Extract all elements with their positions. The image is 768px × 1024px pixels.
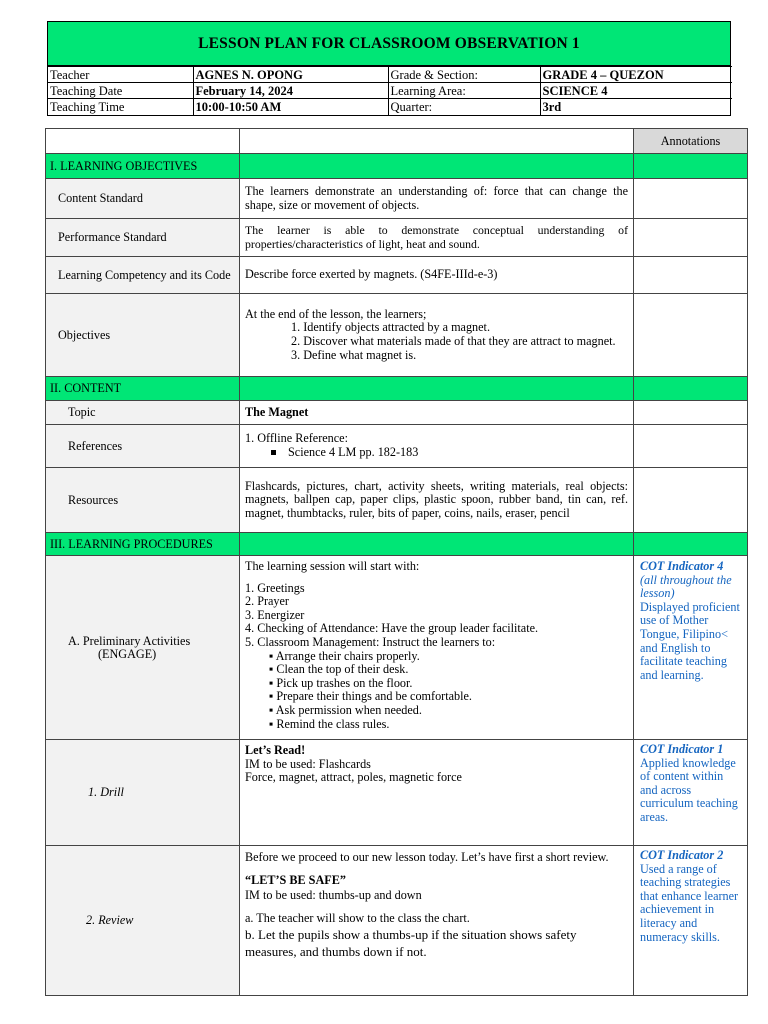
objectives-content bbox=[240, 294, 634, 377]
drill-title: Let’s Read! bbox=[245, 743, 306, 757]
info-label: Grade & Section: bbox=[388, 67, 540, 83]
empty-cell bbox=[240, 154, 634, 179]
lesson-table bbox=[45, 128, 748, 996]
row-label: 1. Drill bbox=[46, 740, 240, 846]
annotation-cell bbox=[634, 401, 748, 425]
annotation-text: Applied knowledge of content within and across curriculum teaching areas. bbox=[640, 755, 738, 824]
annotation-cell bbox=[634, 425, 748, 468]
section-title: II. CONTENT bbox=[46, 377, 240, 401]
topic-row bbox=[46, 401, 748, 425]
review-intro: Before we proceed to our new lesson today. Let’s have first a short review. bbox=[245, 850, 609, 864]
bullet-icon bbox=[271, 450, 276, 455]
annotation-title: COT Indicator 2 bbox=[640, 848, 724, 862]
preliminary-subitem: ▪ Clean the top of their desk. bbox=[269, 662, 409, 677]
objective-item: 3. Define what magnet is. bbox=[291, 347, 417, 362]
empty-cell bbox=[634, 377, 748, 401]
annotation-cot-1 bbox=[634, 740, 748, 846]
info-table bbox=[48, 66, 732, 115]
lesson-plan-header bbox=[47, 21, 731, 116]
annotation-text: Displayed proficient use of Mother Tongue, Filipino< and English to facilitate teaching and learning. bbox=[640, 599, 740, 682]
review-line: b. Let the pupils show a thumbs-up if the situation shows safety measures, and thumbs down if not. bbox=[245, 927, 577, 959]
annotation-cot-2 bbox=[634, 846, 748, 996]
annotation-title: COT Indicator 1 bbox=[640, 742, 724, 756]
section-row-objectives bbox=[46, 154, 748, 179]
annotation-cell bbox=[634, 257, 748, 294]
preliminary-subitem: ▪ Ask permission when needed. bbox=[269, 702, 422, 717]
preliminary-subitem: ▪ Arrange their chairs properly. bbox=[269, 648, 420, 663]
reference-bullet-text: Science 4 LM pp. 182-183 bbox=[288, 445, 419, 459]
page-title: LESSON PLAN FOR CLASSROOM OBSERVATION 1 bbox=[48, 22, 730, 66]
resources-text: Flashcards, pictures, chart, activity sheets, writing materials, real objects: magnets, ballpen cap, paper clips, plastic spoon, rubber band, tin can, ref. magnet, thumbtacks, ruler, bits of paper, coins, nails, eraser, pencil bbox=[240, 468, 634, 533]
review-title: “LET’S BE SAFE” bbox=[245, 873, 346, 887]
reference-bullet bbox=[245, 446, 628, 460]
annotation-cell bbox=[634, 468, 748, 533]
performance-standard-row bbox=[46, 219, 748, 257]
empty-cell bbox=[634, 154, 748, 179]
preliminary-item: 4. Checking of Attendance: Have the group leader facilitate. bbox=[245, 621, 539, 636]
review-row bbox=[46, 846, 748, 996]
row-label: Learning Competency and its Code bbox=[46, 257, 240, 294]
topic-text: The Magnet bbox=[240, 401, 634, 425]
info-label: Teaching Date bbox=[48, 83, 193, 99]
annotation-title: COT Indicator 4 bbox=[640, 559, 724, 573]
content-standard-row bbox=[46, 179, 748, 219]
row-label: 2. Review bbox=[46, 846, 240, 996]
review-content bbox=[240, 846, 634, 996]
annotation-cell bbox=[634, 219, 748, 257]
row-label bbox=[46, 556, 240, 740]
resources-row bbox=[46, 468, 748, 533]
row-label: References bbox=[46, 425, 240, 468]
references-row bbox=[46, 425, 748, 468]
annotation-cot-4 bbox=[634, 556, 748, 740]
section-row-procedures bbox=[46, 533, 748, 556]
preliminary-intro: The learning session will start with: bbox=[245, 559, 420, 573]
drill-line: Force, magnet, attract, poles, magnetic force bbox=[245, 770, 462, 785]
preliminary-content bbox=[240, 556, 634, 740]
objective-item: 1. Identify objects attracted by a magnet. bbox=[291, 320, 490, 335]
row-label: Performance Standard bbox=[46, 219, 240, 257]
objectives-row bbox=[46, 294, 748, 377]
info-value: 3rd bbox=[540, 99, 732, 115]
performance-standard-text: The learner is able to demonstrate conceptual understanding of properties/characteristics of light, heat and sound. bbox=[240, 219, 634, 257]
annotation-text: Used a range of teaching strategies that enhance learner achievement in literacy and numeracy skills. bbox=[640, 861, 739, 944]
info-label: Quarter: bbox=[388, 99, 540, 115]
info-label: Teaching Time bbox=[48, 99, 193, 115]
content-standard-text: The learners demonstrate an understanding of: force that can change the shape, size or movement of objects. bbox=[240, 179, 634, 219]
section-title: I. LEARNING OBJECTIVES bbox=[46, 154, 240, 179]
annotations-header: Annotations bbox=[634, 129, 748, 154]
row-label: Objectives bbox=[46, 294, 240, 377]
empty-cell bbox=[46, 129, 240, 154]
preliminary-label: A. Preliminary Activities bbox=[68, 633, 191, 648]
info-value: AGNES N. OPONG bbox=[193, 67, 388, 83]
preliminary-sublabel: (ENGAGE) bbox=[98, 646, 157, 661]
preliminary-item: 1. Greetings bbox=[245, 580, 305, 595]
info-value: 10:00-10:50 AM bbox=[193, 99, 388, 115]
review-line: IM to be used: thumbs-up and down bbox=[245, 888, 422, 902]
info-value: February 14, 2024 bbox=[193, 83, 388, 99]
section-row-content bbox=[46, 377, 748, 401]
info-value: GRADE 4 – QUEZON bbox=[540, 67, 732, 83]
preliminary-subitem: ▪ Prepare their things and be comfortable. bbox=[269, 689, 472, 704]
info-label: Teacher bbox=[48, 67, 193, 83]
annotation-subtitle: (all throughout the lesson) bbox=[640, 572, 732, 601]
preliminary-subitem: ▪ Remind the class rules. bbox=[269, 716, 390, 731]
empty-cell bbox=[240, 377, 634, 401]
drill-row bbox=[46, 740, 748, 846]
info-row-time bbox=[48, 99, 732, 115]
annotation-cell bbox=[634, 294, 748, 377]
info-value: SCIENCE 4 bbox=[540, 83, 732, 99]
annotation-cell bbox=[634, 179, 748, 219]
references-content bbox=[240, 425, 634, 468]
preliminary-item: 2. Prayer bbox=[245, 594, 289, 609]
competency-row bbox=[46, 257, 748, 294]
empty-cell bbox=[240, 129, 634, 154]
info-row-date bbox=[48, 83, 732, 99]
objective-item: 2. Discover what materials made of that they are attract to magnet. bbox=[291, 334, 616, 348]
row-label: Resources bbox=[46, 468, 240, 533]
review-line: a. The teacher will show to the class the chart. bbox=[245, 911, 470, 925]
competency-text: Describe force exerted by magnets. (S4FE-IIId-e-3) bbox=[240, 257, 634, 294]
info-label: Learning Area: bbox=[388, 83, 540, 99]
reference-line: 1. Offline Reference: bbox=[245, 431, 348, 446]
preliminary-row bbox=[46, 556, 748, 740]
drill-line: IM to be used: Flashcards bbox=[245, 756, 371, 771]
empty-cell bbox=[634, 533, 748, 556]
preliminary-subitem: ▪ Pick up trashes on the floor. bbox=[269, 675, 413, 690]
objectives-intro: At the end of the lesson, the learners; bbox=[245, 306, 427, 321]
empty-cell bbox=[240, 533, 634, 556]
row-label: Content Standard bbox=[46, 179, 240, 219]
table-header-row bbox=[46, 129, 748, 154]
drill-content bbox=[240, 740, 634, 846]
preliminary-item: 3. Energizer bbox=[245, 607, 305, 622]
info-row-teacher bbox=[48, 67, 732, 83]
row-label: Topic bbox=[46, 401, 240, 425]
section-title: III. LEARNING PROCEDURES bbox=[46, 533, 240, 556]
preliminary-item: 5. Classroom Management: Instruct the learners to: bbox=[245, 634, 496, 649]
